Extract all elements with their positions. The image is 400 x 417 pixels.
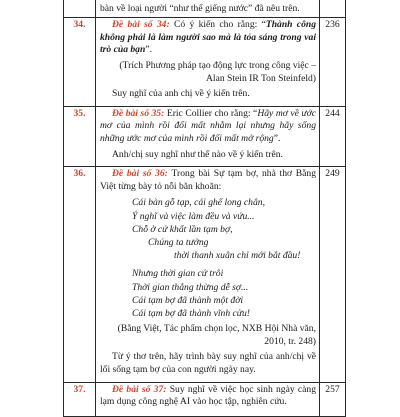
question-text: Suy nghĩ của anh chị về ý kiến trên. — [112, 88, 250, 100]
prompt-label: Đề bài số 35 — [112, 107, 162, 119]
question-text: Anh/chị suy nghĩ như thế nào về ý kiến trên. — [112, 148, 283, 160]
prompt-cell — [96, 0, 320, 18]
poem-line: thời thanh xuân chỉ mới bắt đầu! — [174, 250, 301, 262]
table-row — [64, 18, 346, 107]
prompt-number: 36. — [64, 167, 96, 382]
poem-line: Ý nghĩ và việc làm đều và vứu... — [132, 210, 255, 222]
page-number: 249 — [320, 167, 346, 382]
prompt-text: Đề bài số 37: Suy nghĩ về việc học sinh ngày càng lạm dụng công nghệ AI vào học tập, nghiên cứu. — [100, 383, 316, 408]
prompt-number: 34. — [64, 18, 96, 107]
page-number: 236 — [320, 18, 346, 107]
poem-line: Cái bàn gỗ tạp, cái ghế long chân, — [132, 197, 265, 209]
table-row — [64, 167, 346, 382]
question-text: Từ ý thơ trên, hãy trình bày suy nghĩ của anh/chị về lối sống tạm bợ của con người ngày nay. — [100, 351, 316, 375]
prompt-cell — [96, 106, 320, 166]
prompt-text: Đề bài số 36: Trong bài Sự tạm bợ, nhà thơ Bằng Việt từng bày tỏ nỗi băn khoăn: — [100, 168, 317, 192]
poem-line: Cái tạm bợ đã thành vĩnh cửu! — [132, 307, 251, 319]
quote-text: Hãy mơ về ước mơ của mình rồi đổi mất nhằm lại nhưng hãy sống những ước mơ của mình rồi đổi mất mở rộng — [100, 107, 317, 144]
prompt-cell — [96, 167, 320, 382]
quote-text: Thành công không phải là làm người sao mà là tỏa sáng trong vai trò của bạn — [100, 19, 316, 56]
poem-line: Chúng ta tưởng — [148, 236, 209, 248]
prompt-text: Đề bài số 34: Có ý kiến cho rằng: “Thành công không phải là làm người sao mà là tỏa sáng trong vai trò của bạn”. — [100, 19, 316, 56]
prompt-label: Đề bài số 36 — [112, 168, 165, 180]
table-row — [64, 106, 346, 166]
page-number: 244 — [320, 106, 346, 166]
source-citation: (Trích Phương pháp tạo động lực trong công việc – Alan Stein IR Ton Steinfeld) — [119, 59, 316, 84]
poem-excerpt — [100, 196, 316, 320]
page-number: 257 — [320, 382, 346, 416]
prompt-label: Đề bài số 37 — [112, 383, 164, 395]
poem-line: Cái tạm bợ đã thành một đời — [132, 294, 243, 306]
prompt-cell — [96, 18, 320, 107]
essay-prompts-table — [63, 0, 346, 417]
prompt-number: 37. — [64, 382, 96, 416]
prompt-text: Đề bài số 35: Eric Collier cho rằng: “Hãy mơ về ước mơ của mình rồi đổi mất nhằm lại nhưng hãy sống những ước mơ của mình rồi đổi mất mở rộng”. — [100, 107, 317, 144]
table-row — [64, 382, 346, 416]
poem-line: Chỗ ở cứ khất lần tạm bợ, — [132, 223, 233, 235]
table-row — [64, 0, 346, 18]
prompt-cell — [96, 382, 320, 416]
continuation-text: bàn về loại người “như thể giếng nước” đã nêu trên. — [100, 2, 300, 14]
prompt-number: 35. — [64, 106, 96, 166]
poem-line: Nhưng thời gian cứ trôi — [132, 268, 224, 280]
source-citation: (Bằng Việt, Tác phẩm chọn lọc, NXB Hội Nhà văn, 2010, tr. 248) — [117, 323, 316, 347]
poem-line: Thời gian thẳng thừng dễ sợ... — [132, 281, 249, 293]
prompt-label: Đề bài số 34 — [112, 19, 167, 31]
